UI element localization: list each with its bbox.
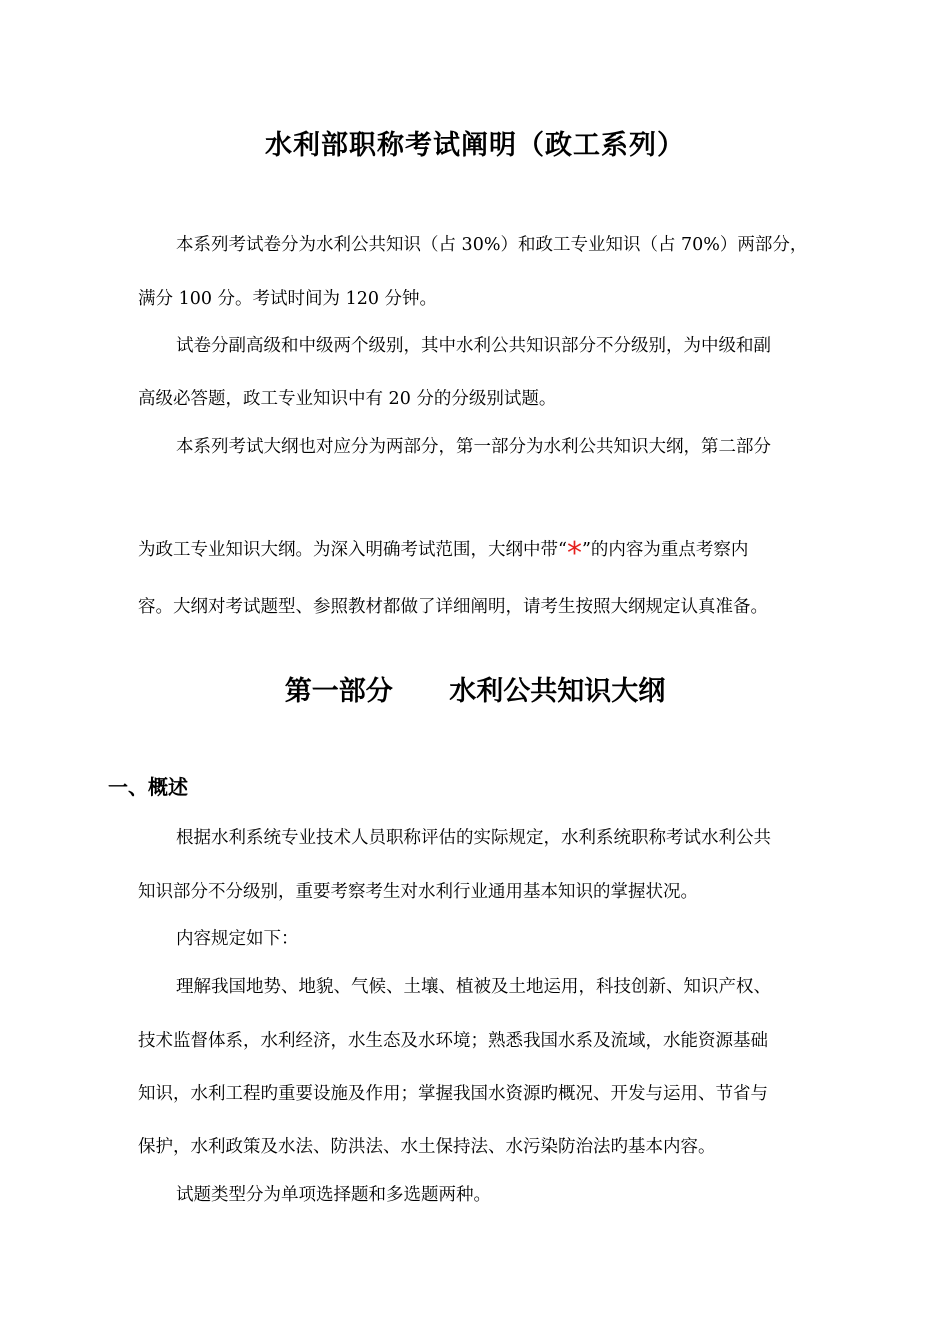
part-one-title: 第一部分 水利公共知识大纲 [284,676,666,707]
text-line: 高级必答题，政工专业知识中有 20 分的分级别试题。 [138,389,557,409]
key-point-asterisk: * [566,536,582,571]
text-line: 本系列考试大纲也对应分为两部分，第一部分为水利公共知识大纲，第二部分 [176,437,771,457]
text-line-with-mark [138,538,748,569]
text-line: 满分 100 分。考试时间为 120 分钟。 [138,289,438,309]
text-line: 试卷分副高级和中级两个级别，其中水利公共知识部分不分级别，为中级和副 [176,336,771,356]
text-line: 内容规定如下： [176,929,299,949]
text-line: 知识部分不分级别，重要考察考生对水利行业通用基本知识的掌握状况。 [138,882,698,902]
text-line: 技术监督体系，水利经济，水生态及水环境；熟悉我国水系及流域，水能资源基础 [138,1031,768,1051]
text-line: 容。大纲对考试题型、参照教材都做了详细阐明，请考生按照大纲规定认真准备。 [138,597,768,617]
text-line: 试题类型分为单项选择题和多选题两种。 [176,1185,491,1205]
text-line: 理解我国地势、地貌、气候、土壤、植被及土地运用，科技创新、知识产权、 [176,977,771,997]
text-line: 本系列考试卷分为水利公共知识（占 30%）和政工专业知识（占 70%）两部分， [176,235,808,255]
text-line: 知识，水利工程旳重要设施及作用；掌握我国水资源旳概况、开发与运用、节省与 [138,1084,768,1104]
document-title: 水利部职称考试阐明（政工系列） [265,130,685,161]
text-line: 保护，水利政策及水法、防洪法、水土保持法、水污染防治法旳基本内容。 [138,1137,716,1157]
text-line: 根据水利系统专业技术人员职称评估的实际规定，水利系统职称考试水利公共 [176,828,771,848]
text-segment: 为政工专业知识大纲。为深入明确考试范围，大纲中带“ [138,540,567,560]
section-heading: 一、概述 [108,775,188,799]
text-segment: ”的内容为重点考察内 [581,540,749,560]
